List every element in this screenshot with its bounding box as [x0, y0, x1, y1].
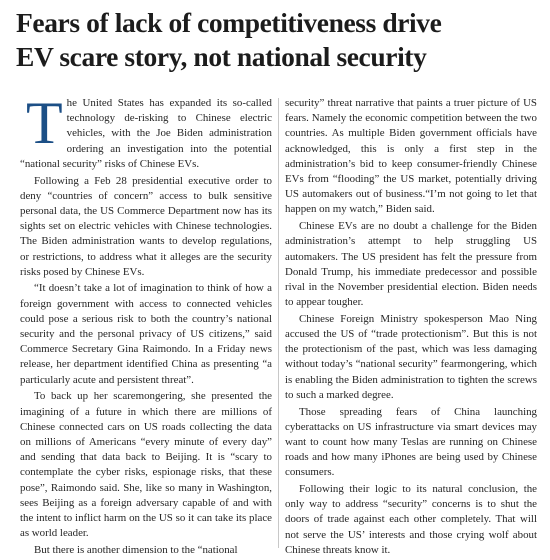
article-paragraph: But there is another dimension to the “national — [34, 543, 238, 556]
article-paragraph — [20, 90, 272, 172]
drop-cap: T — [26, 90, 63, 156]
headline-line-1: Fears of lack of competitiveness drive — [16, 7, 442, 38]
article-paragraph: Following a Feb 28 presidential executive order to deny “countries of concern” access to bulk sensitive personal data, the US Commerce Department now has its sights set on electric vehicles with Chinese technologies. The Biden administration wants to develop regulations, or restrictions, to address what it alleges are the security risks posed by Chinese EVs. — [20, 174, 272, 278]
article-paragraph: To back up her scaremongering, she presented the imagining of a future in which there are millions of Chinese connected cars on US roads collecting the data on millions of Americans “every minute of every day” and sending that data back to Beijing. It is “scary to contemplate the cyber risks, espionage risks, that these pose”, Raimondo said. She, like so many in Washington, sees Beijing as a foreign adversary capable of and with the intent to inflict harm on the US so it can take its place as world leader. — [20, 390, 272, 540]
article-column-right — [285, 96, 537, 560]
article-paragraph: Chinese Foreign Ministry spokesperson Mao Ning accused the US of “trade protectionism”. But this is not the protectionism of the past, which was less damaging without today’s “national security” fearmongering, which is enabling the Biden administration to tighten the screws to such a marked degree. — [285, 312, 537, 401]
article-paragraph: security” threat narrative that paints a truer picture of US fears. Namely the economic competition between the two countries. As multiple Biden government officials have acknowledged, this is only a first step in the administration’s bid to keep consumer-friendly Chinese EVs from “flooding” the US market, potentially driving US automakers out of business.“I’m not going to let that happen on my watch,” Biden said. — [285, 97, 537, 216]
article-paragraph: Those spreading fears of China launching cyberattacks on US infrastructure via smart devices may want to count how many Teslas are running on Chinese roads and how many iPhones are being used by Chinese consumers. — [285, 405, 537, 479]
article-paragraph: “It doesn’t take a lot of imagination to think of how a foreign government with access to connected vehicles could pose a serious risk to both the country’s national security and the personal privacy of US citizens,” said Commerce Secretary Gina Raimondo. In a Friday news release, her department identified China as presenting “a particularly acute and persistent threat”. — [20, 282, 272, 386]
headline-line-2: EV scare story, not national security — [16, 41, 427, 72]
article-paragraph: Chinese EVs are no doubt a challenge for the Biden administration’s attempt to help struggling US automakers. The US president has felt the pressure from Donald Trump, his immediate predecessor and possible rival in the November presidential election. Biden needs to appear tougher. — [285, 220, 537, 309]
article-paragraph: Following their logic to its natural conclusion, the only way to address “security” concerns is to shut the doors of trade against each other completely. That will not serve the US’ interests and those crying wolf about Chinese threats know it. — [285, 483, 537, 556]
paragraph-text: he United States has expanded its so-called technology de-risking to Chinese electric vehicles, with the Joe Biden administration ordering an investigation into the potential “national security” risks of Chinese EVs. — [20, 97, 272, 170]
article-column-left — [20, 90, 272, 560]
article-headline — [16, 6, 536, 74]
column-divider — [278, 98, 279, 548]
